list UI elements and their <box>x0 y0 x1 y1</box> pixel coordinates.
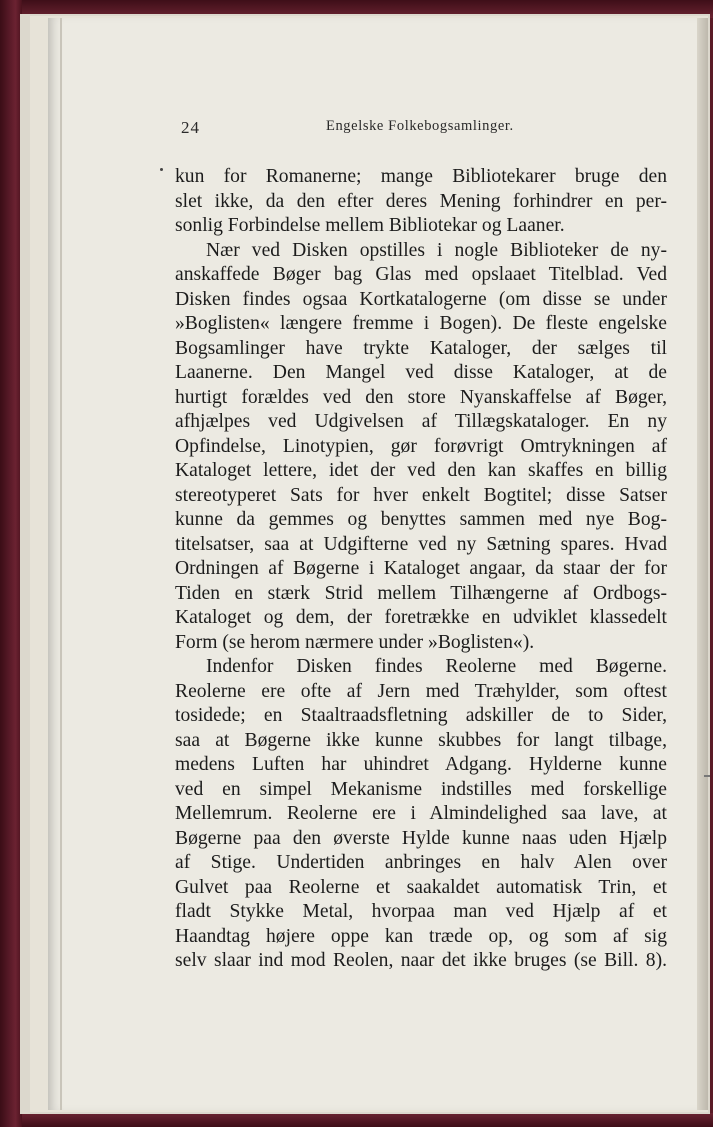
running-title: Engelske Folkebogsamlinger. <box>326 118 514 134</box>
text-line: Tiden en stærk Strid mellem Tilhængerne af Ordbogs- <box>175 582 667 604</box>
text-line: tosidede; en Staaltraadsfletning adskiller de to Sider, <box>175 705 667 726</box>
text-line: kun for Romanerne; mange Bibliotekarer bruge den <box>175 166 667 187</box>
page-edge-mark <box>704 775 710 777</box>
text-line: »Boglisten« længere fremme i Bogen). De fleste engelske <box>175 313 667 334</box>
text-line: Opfindelse, Linotypien, gør forøvrigt Omtrykningen af <box>175 435 667 457</box>
text-line: saa at Bøgerne ikke kunne skubbes for langt tilbage, <box>175 729 667 751</box>
text-line: anskaffede Bøger bag Glas med opslaaet Titelblad. Ved <box>175 264 667 285</box>
text-line: Haandtag højere oppe kan træde op, og som af sig <box>175 925 667 947</box>
text-line: Ordningen af Bøgerne i Kataloget angaar, da staar der for <box>175 558 667 579</box>
text-line: kunne da gemmes og benyttes sammen med nye Bog- <box>175 509 667 530</box>
page-number: 24 <box>181 118 200 137</box>
margin-dot <box>160 168 163 171</box>
text-line: hurtigt forældes ved den store Nyanskaffelse af Bøger, <box>175 386 667 408</box>
text-line: af Stige. Undertiden anbringes en halv Alen over <box>175 852 667 873</box>
text-line: Kataloget lettere, idet der ved den kan skaffes en billig <box>175 460 667 481</box>
text-line: stereotyperet Sats for hver enkelt Bogtitel; disse Satser <box>175 484 667 506</box>
text-line: sonlig Forbindelse mellem Bibliotekar og Laaner. <box>175 215 565 236</box>
book-binding-spine <box>0 0 22 1127</box>
text-line: Mellemrum. Reolerne ere i Almindelighed saa lave, at <box>175 803 667 824</box>
body-text <box>175 165 667 974</box>
text-line: Kataloget og dem, der foretrække en udviklet klassedelt <box>175 607 667 628</box>
text-line: Disken findes ogsaa Kortkatalogerne (om disse se under <box>175 288 667 310</box>
text-line: Indenfor Disken findes Reolerne med Bøgerne. <box>206 656 667 677</box>
text-line: Gulvet paa Reolerne et saakaldet automatisk Trin, et <box>175 876 667 898</box>
book-binding-bottom <box>0 1113 713 1127</box>
text-line: afhjælpes ved Udgivelsen af Tillægskataloger. En ny <box>175 411 667 432</box>
page-right-edge <box>697 18 708 1110</box>
text-line: titelsatser, saa at Udgifterne ved ny Sætning spares. Hvad <box>175 533 667 555</box>
text-line: slet ikke, da den efter deres Mening forhindrer en per- <box>175 190 667 212</box>
text-line: selv slaar ind mod Reolen, naar det ikke bruges (se Bill. 8). <box>175 950 667 971</box>
text-line: Nær ved Disken opstilles i nogle Biblioteker de ny- <box>206 239 667 261</box>
text-line: Reolerne ere ofte af Jern med Træhylder, som oftest <box>175 680 667 702</box>
text-line: Bøgerne paa den øverste Hylde kunne naas uden Hjælp <box>175 827 667 849</box>
text-line: fladt Stykke Metal, hvorpaa man ved Hjælp af et <box>175 901 667 922</box>
text-line: Form (se herom nærmere under »Boglisten«). <box>175 631 535 653</box>
text-line: medens Luften har uhindret Adgang. Hylderne kunne <box>175 754 667 775</box>
text-line: Laanerne. Den Mangel ved disse Kataloger, at de <box>175 362 667 383</box>
running-head <box>181 118 661 142</box>
text-line: ved en simpel Mekanisme indstilles med forskellige <box>175 778 667 800</box>
text-line: Bogsamlinger have trykte Kataloger, der sælges til <box>175 337 667 359</box>
page-gutter <box>60 18 62 1110</box>
